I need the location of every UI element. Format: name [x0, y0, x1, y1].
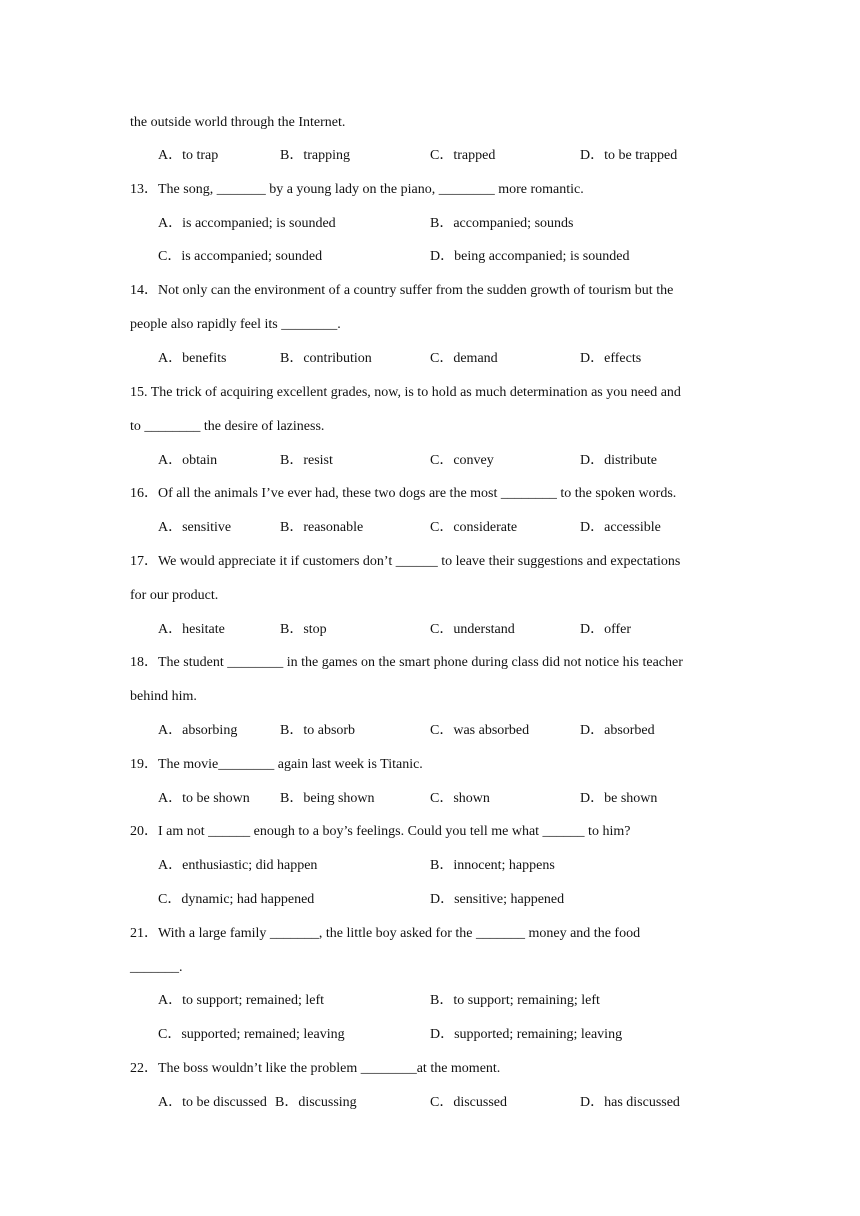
question-15-options	[0, 452, 860, 470]
question-18-options	[0, 722, 860, 740]
option-c: C．convey	[430, 453, 494, 468]
option-a: A．sensitive	[158, 520, 232, 535]
option-b: B．being shown	[280, 791, 375, 806]
option-c: C．dynamic; had happened	[158, 892, 315, 907]
question-13-options-row1	[0, 215, 860, 233]
option-d: D．distribute	[580, 453, 657, 468]
option-c: C．is accompanied; sounded	[158, 249, 323, 264]
question-22-options	[0, 1094, 860, 1112]
option-b: B．contribution	[280, 351, 372, 366]
option-b: B．stop	[280, 622, 327, 637]
question-12-tail: the outside world through the Internet.	[130, 115, 346, 130]
option-c: C．understand	[430, 622, 515, 637]
question-13-options-row2	[0, 248, 860, 266]
question-12-options	[0, 147, 860, 165]
option-d: D．to be trapped	[580, 148, 678, 163]
option-d: D．has discussed	[580, 1095, 680, 1110]
option-c: C．demand	[430, 351, 498, 366]
option-c: C．discussed	[430, 1095, 507, 1110]
question-18-line2: behind him.	[130, 689, 197, 704]
question-20-options-row2	[0, 891, 860, 909]
option-d: D．absorbed	[580, 723, 655, 738]
question-15-line2: to ________ the desire of laziness.	[130, 419, 325, 434]
option-a: A．obtain	[158, 453, 218, 468]
option-c: C．considerate	[430, 520, 518, 535]
question-14-line2: people also rapidly feel its ________.	[130, 317, 341, 332]
option-d: D．supported; remaining; leaving	[430, 1027, 623, 1042]
question-20: 20．I am not ______ enough to a boy’s feelings. Could you tell me what ______ to him?	[130, 824, 631, 839]
option-a: A．is accompanied; is sounded	[158, 216, 336, 231]
option-a: A．benefits	[158, 351, 227, 366]
question-19: 19．The movie________ again last week is Titanic.	[130, 757, 423, 772]
option-b: B．to absorb	[280, 723, 356, 738]
question-17-options	[0, 621, 860, 639]
question-18-line1: 18．The student ________ in the games on the smart phone during class did not notice his teacher	[130, 655, 683, 670]
option-b: B．reasonable	[280, 520, 364, 535]
option-c: C．shown	[430, 791, 490, 806]
question-16-options	[0, 519, 860, 537]
question-16: 16．Of all the animals I’ve ever had, these two dogs are the most ________ to the spoken words.	[130, 486, 677, 501]
option-c: C．trapped	[430, 148, 496, 163]
option-b: B．trapping	[280, 148, 350, 163]
option-a: A．to trap	[158, 148, 219, 163]
option-b: B．discussing	[275, 1095, 357, 1110]
option-d: D．offer	[580, 622, 632, 637]
question-21-line2: _______.	[130, 960, 183, 975]
option-b: B．resist	[280, 453, 333, 468]
question-17-line1: 17．We would appreciate it if customers don’t ______ to leave their suggestions and expectations	[130, 554, 681, 569]
question-14-options	[0, 350, 860, 368]
option-d: D．accessible	[580, 520, 661, 535]
option-a: A．to support; remained; left	[158, 993, 325, 1008]
option-d: D．effects	[580, 351, 642, 366]
question-21-line1: 21．With a large family _______, the little boy asked for the _______ money and the food	[130, 926, 641, 941]
question-21-options-row1	[0, 992, 860, 1010]
option-a: A．enthusiastic; did happen	[158, 858, 318, 873]
option-b: B．to support; remaining; left	[430, 993, 600, 1008]
option-b: B．accompanied; sounds	[430, 216, 574, 231]
question-20-options-row1	[0, 857, 860, 875]
option-d: D．be shown	[580, 791, 658, 806]
option-c: C．supported; remained; leaving	[158, 1027, 345, 1042]
option-d: D．being accompanied; is sounded	[430, 249, 630, 264]
question-19-options	[0, 790, 860, 808]
question-21-options-row2	[0, 1026, 860, 1044]
option-c: C．was absorbed	[430, 723, 530, 738]
option-d: D．sensitive; happened	[430, 892, 565, 907]
option-a: A．to be shown	[158, 791, 250, 806]
option-a: A．to be discussed	[158, 1095, 267, 1110]
question-13: 13．The song, _______ by a young lady on the piano, ________ more romantic.	[130, 182, 584, 197]
question-22: 22．The boss wouldn’t like the problem ________at the moment.	[130, 1061, 501, 1076]
option-b: B．innocent; happens	[430, 858, 555, 873]
question-17-line2: for our product.	[130, 588, 219, 603]
question-14-line1: 14．Not only can the environment of a country suffer from the sudden growth of tourism but the	[130, 283, 674, 298]
question-15-line1: 15. The trick of acquiring excellent grades, now, is to hold as much determination as you need and	[130, 385, 681, 400]
option-a: A．absorbing	[158, 723, 238, 738]
option-a: A．hesitate	[158, 622, 225, 637]
